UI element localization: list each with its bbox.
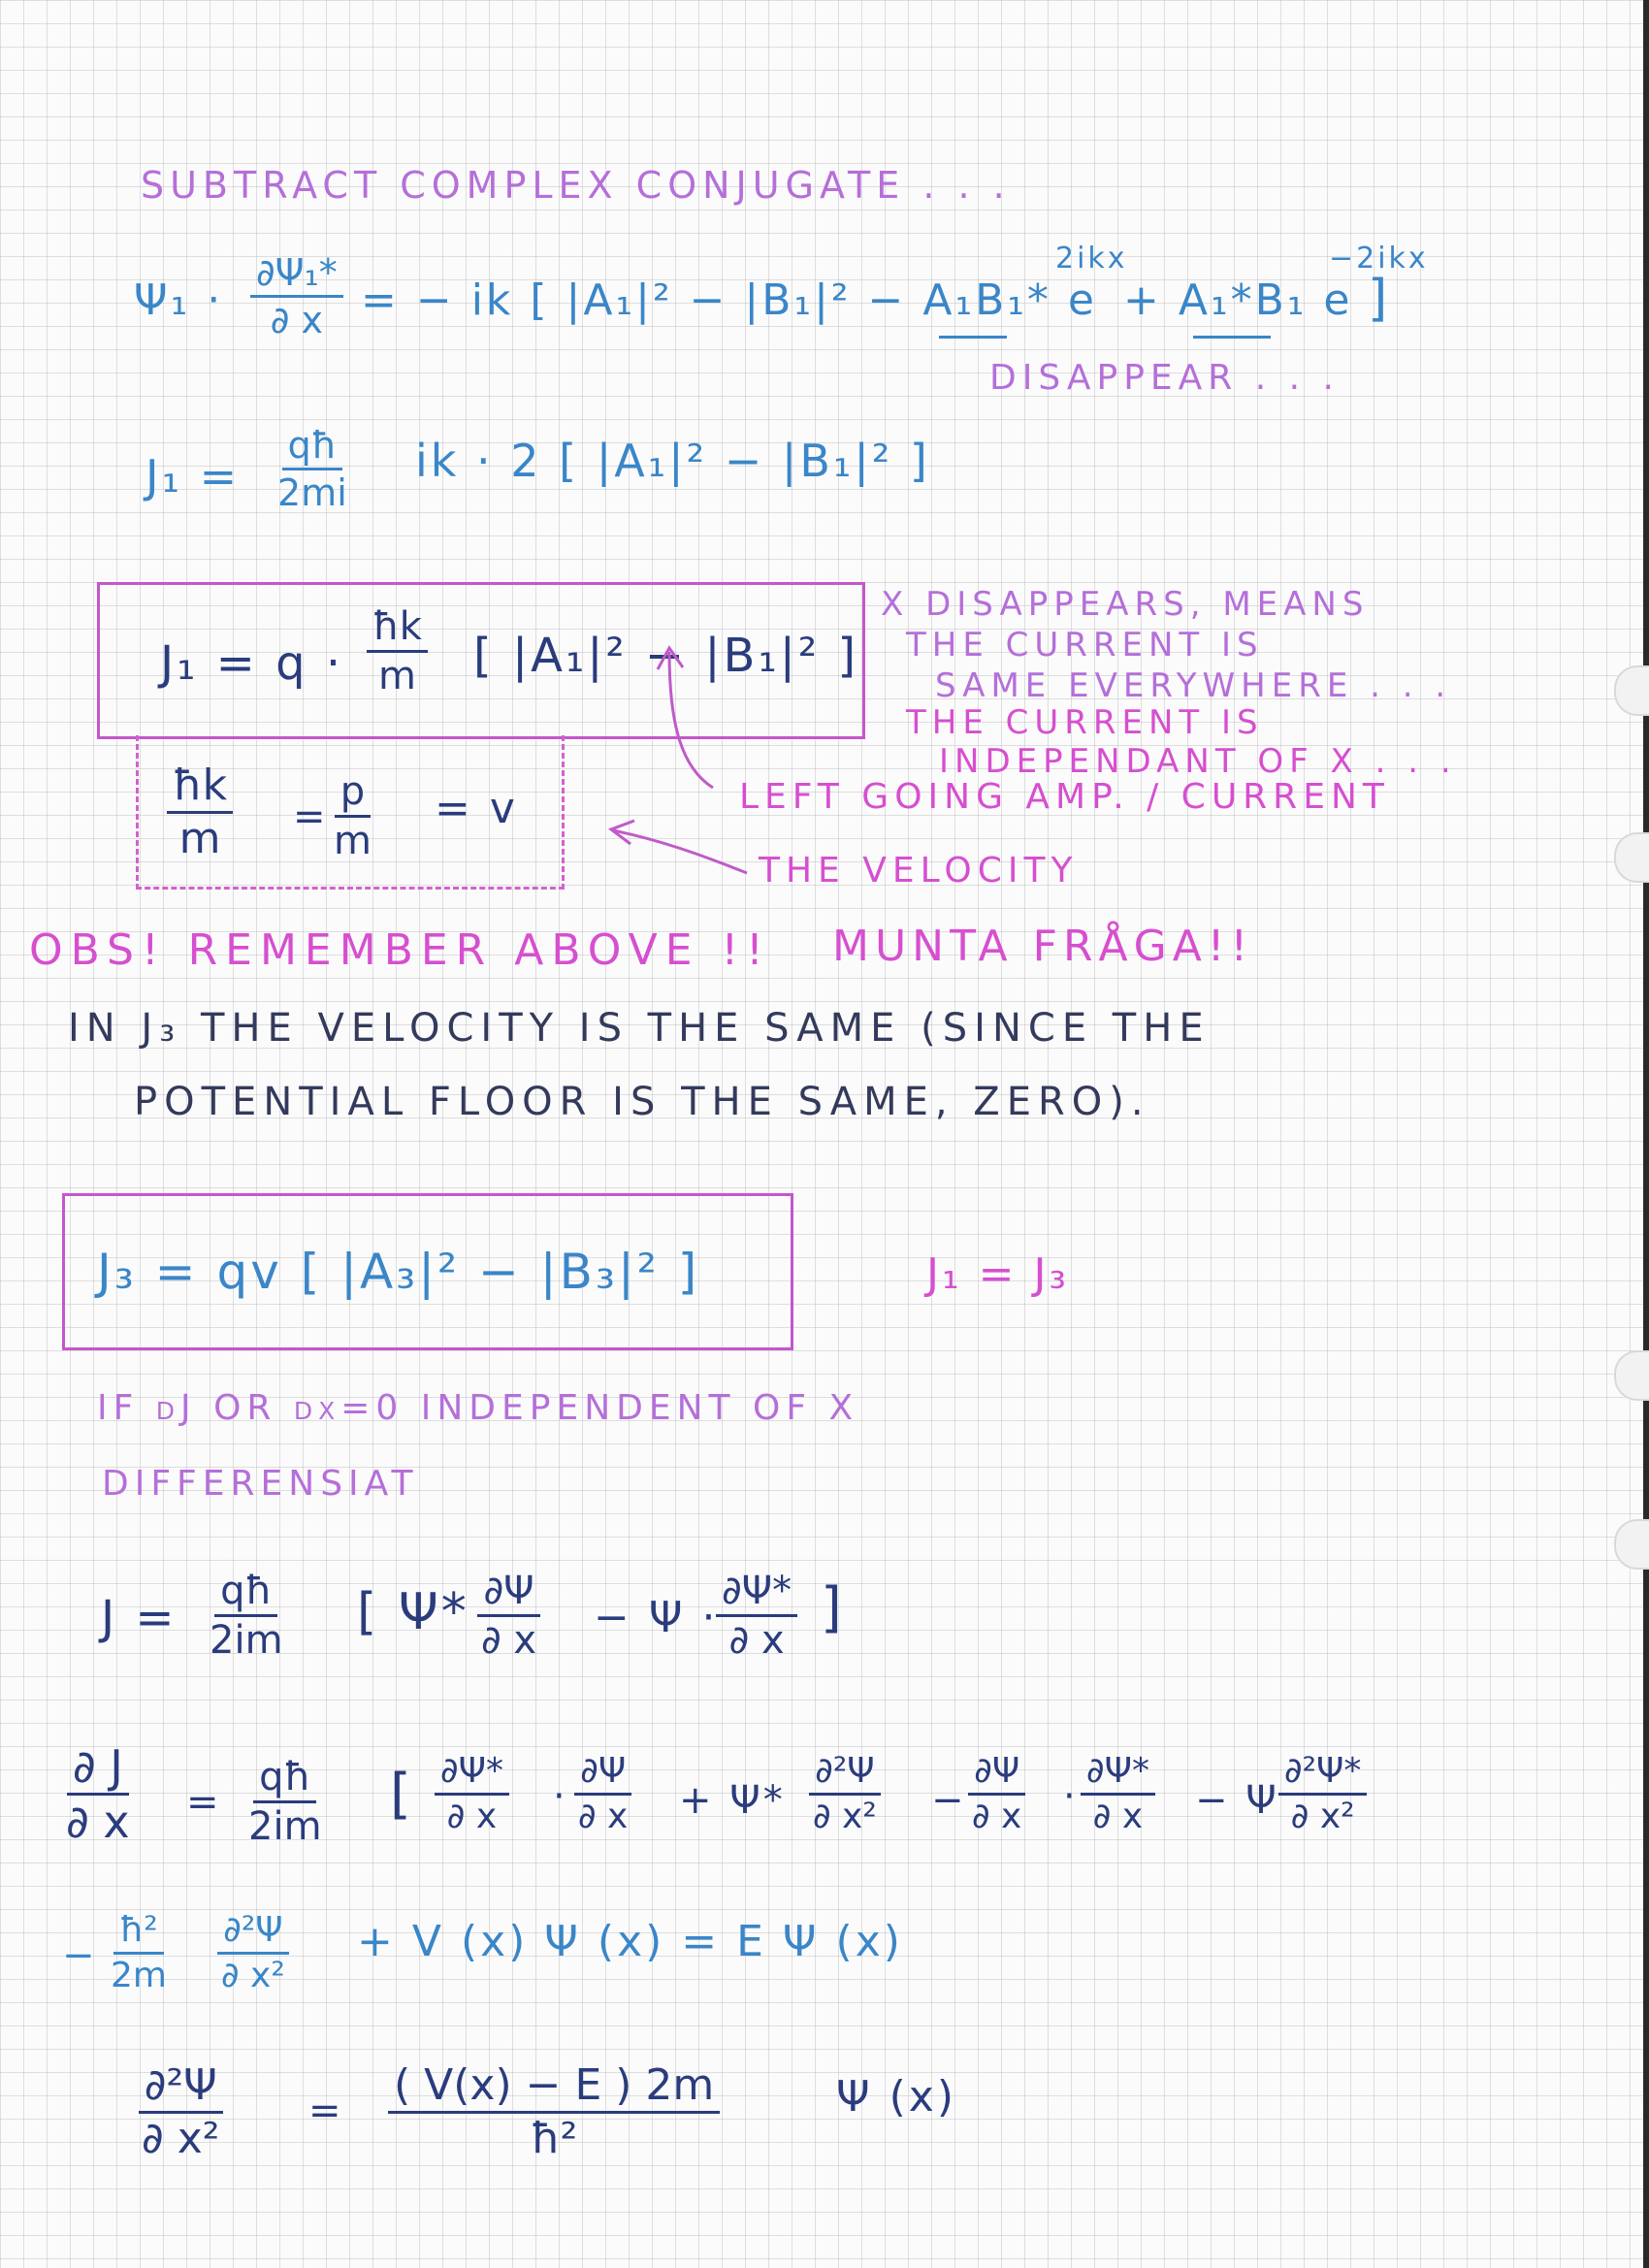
eq1-exp-a: 2ikx [1055,242,1128,275]
vel-b-fraction [328,769,377,863]
eq6-f-num: ∂²Ψ* [1278,1754,1367,1796]
vel-b-num: p [335,772,371,818]
eq6-c-num: ∂²Ψ [809,1754,880,1796]
differensiat-label: DIFFERENSIAT [102,1464,419,1504]
eq6-lhs-den: ∂ x [66,1796,130,1848]
equation-4: J₃ = qv [ |A₃|² − |B₃|² ] [97,1244,700,1300]
eq6-d-fraction [966,1751,1027,1836]
eq5-t2-num: ∂Ψ* [716,1571,797,1617]
eq6-e-fraction [1081,1751,1155,1836]
eq8-eq: = [308,2089,344,2133]
eq8-rhs-num: ( V(x) − E ) 2m [388,2064,720,2114]
eq7-minus: − [62,1933,98,1978]
eq6-a-num: ∂Ψ* [435,1754,509,1796]
eq3-den: m [378,654,416,698]
eq5-t2-den: ∂ x [728,1618,785,1663]
eq6-eq: = [186,1780,222,1825]
eq6-pref-fraction [242,1755,328,1849]
vel-a-fraction [167,761,233,863]
eq8-rhs-fraction [388,2060,720,2163]
eq6-minus1: − [931,1778,967,1823]
eq2-num: qħ [282,427,343,470]
eq1-rhs-b: + A₁*B₁ e [1123,275,1353,325]
vel-eq: = [293,794,329,839]
eq6-f-fraction [1278,1751,1367,1836]
eq5-t1-den: ∂ x [481,1618,537,1663]
note-x-line-5: INDEPENDANT OF X . . . [939,742,1457,781]
eq3-rhs: [ |A₁|² − |B₁|² ] [473,629,859,683]
eq6-lhs-num: ∂ J [67,1744,129,1796]
paragraph-line-2: POTENTIAL FLOOR IS THE SAME, ZERO). [134,1080,1150,1124]
eq2-lhs: J₁ = [146,450,241,502]
eq7-b-den: ∂ x² [221,1956,285,1995]
eq6-open: [ [390,1763,414,1826]
eq5-bracket-close: ] [821,1576,845,1639]
eq3-lhs: J₁ = q · [160,636,344,691]
vel-a-num: ħk [167,764,233,814]
eq1-rhs-a: = − ik [ |A₁|² − |B₁|² − A₁B₁* e [361,275,1097,325]
eq6-pref-den: 2im [248,1804,322,1849]
eq8-lhs-den: ∂ x² [142,2114,220,2163]
eq5-lhs: J = [101,1591,178,1645]
note-x-line-3: SAME EVERYWHERE . . . [935,666,1452,705]
vel-a-den: m [178,814,221,863]
note-left-going: LEFT GOING AMP. / CURRENT [739,777,1390,817]
note-x-line-2: THE CURRENT IS [906,626,1264,664]
eq8-rhs-den: ħ² [531,2114,578,2163]
note-x-line-1: X DISAPPEARS, MEANS [881,585,1370,624]
eq7-a-fraction [105,1910,173,1995]
note-x-line-4: THE CURRENT IS [906,703,1264,742]
eq6-minus2: − Ψ [1195,1778,1279,1823]
eq6-d-den: ∂ x [972,1797,1022,1836]
eq5-t1-fraction [475,1569,542,1663]
eq5-fraction [204,1569,289,1663]
eq2-den: 2mi [277,471,347,514]
eq1-rhs-end: ] [1368,270,1391,328]
heading: SUBTRACT COMPLEX CONJUGATE . . . [141,164,1011,207]
eq6-b-num: ∂Ψ [574,1754,631,1796]
eq7-a-den: 2m [111,1956,167,1995]
eq6-a-den: ∂ x [446,1797,498,1836]
eq6-e-num: ∂Ψ* [1081,1754,1155,1796]
j-equal: J₁ = J₃ [926,1249,1070,1299]
eq6-b-fraction [572,1751,633,1836]
eq6-b-den: ∂ x [578,1797,629,1836]
obs-note: OBS! REMEMBER ABOVE !! [29,925,771,975]
vel-b-den: m [334,819,372,863]
eq1-exp-b: −2ikx [1329,242,1429,275]
eq5-num: qħ [214,1571,277,1617]
eq6-dot2: · [1063,1774,1079,1819]
eq5-den: 2im [210,1618,283,1663]
eq6-lhs-fraction [60,1740,136,1848]
eq8-tail: Ψ (x) [836,2072,956,2122]
eq3-num: ħk [367,607,428,653]
eq6-dot1: · [553,1774,568,1819]
eq6-c-den: ∂ x² [813,1797,877,1836]
eq5-bracket-open: [ Ψ* [357,1583,469,1641]
eq5-t2-fraction [716,1569,797,1663]
eq5-t1-num: ∂Ψ [477,1571,539,1617]
eq6-d-num: ∂Ψ [968,1754,1025,1796]
eq6-a-fraction [435,1751,509,1836]
disappear-note: DISAPPEAR . . . [989,358,1340,398]
eq8-lhs-num: ∂²Ψ [139,2064,223,2114]
eq5-mid: − Ψ · [594,1593,719,1642]
vel-rest: = v [435,784,518,833]
eq2-rhs: ik · 2 [ |A₁|² − |B₁|² ] [415,435,930,487]
if-line: IF dJ OR dx=0 INDEPENDENT OF X [97,1388,859,1428]
eq7-b-fraction [215,1910,291,1995]
eq7-a-num: ħ² [113,1913,163,1955]
eq1-lhs-den: ∂ x [270,299,323,341]
eq1-lhs-pre: Ψ₁ · [134,275,224,325]
paragraph-line-1: IN J₃ THE VELOCITY IS THE SAME (SINCE THE [68,1006,1211,1051]
munta-fraga-note: MUNTA FRÅGA!! [832,922,1254,971]
eq6-e-den: ∂ x [1092,1797,1144,1836]
eq7-b-num: ∂²Ψ [217,1913,288,1955]
eq1-lhs-num: ∂Ψ₁* [250,254,343,298]
eq8-lhs-fraction [136,2060,225,2163]
eq6-pref-num: qħ [253,1758,316,1803]
eq6-f-den: ∂ x² [1290,1797,1355,1836]
eq6-c-fraction [807,1751,883,1836]
eq7-rest: + V (x) Ψ (x) = E Ψ (x) [357,1917,903,1966]
note-velocity: THE VELOCITY [759,851,1079,891]
eq6-plus: + Ψ* [679,1778,786,1823]
